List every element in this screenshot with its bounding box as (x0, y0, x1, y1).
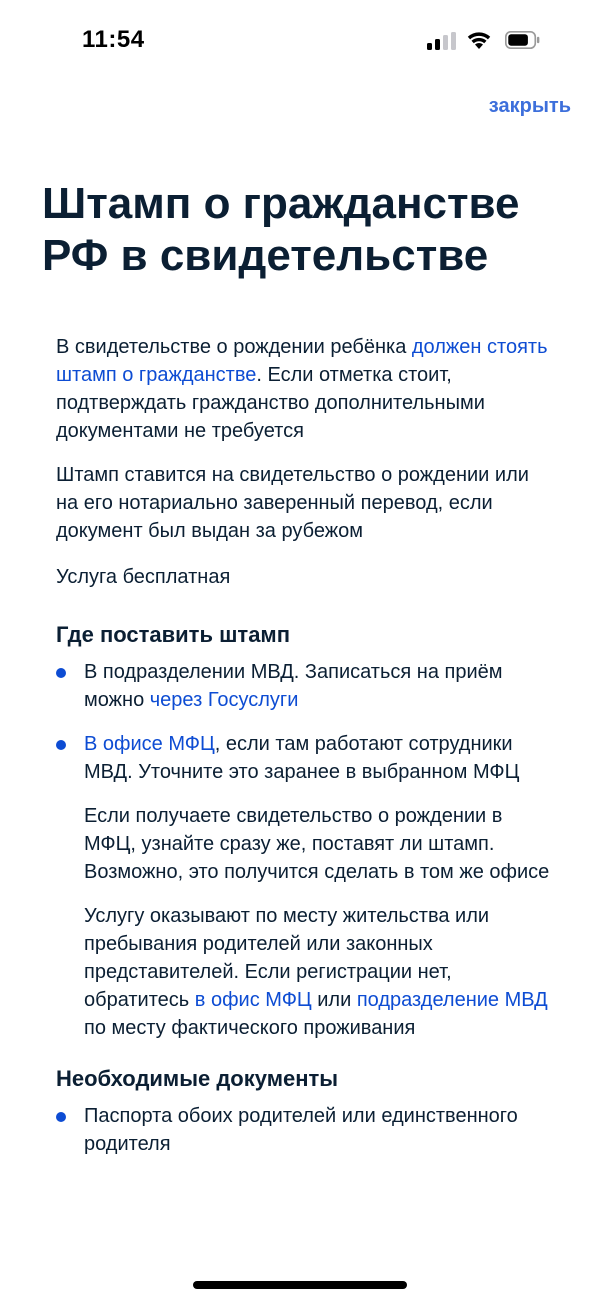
intro-text-a: В свидетельстве о рождении ребёнка (56, 336, 412, 358)
wifi-icon (465, 29, 493, 51)
home-indicator[interactable] (193, 1281, 407, 1289)
list-item-passports (56, 1102, 556, 1158)
documents-section-title: Необходимые документы (56, 1066, 339, 1091)
list-item-mvd (56, 658, 556, 714)
residence-note-text-a: Услугу оказывают по месту жительства или пребывания родителей или законных представителей. Если регистрации нет, обратитесь (84, 905, 490, 1011)
where-section-title: Где поставить штамп (56, 622, 290, 647)
list-item-mfc (56, 730, 556, 1042)
residence-note-text-c: по месту фактического проживания (84, 1017, 416, 1039)
mfc-office-link[interactable]: В офисе МФЦ (84, 733, 215, 755)
list-item-mvd-text: В подразделении МВД. Записаться на приём можно (84, 661, 503, 711)
intro-text-b: . Если отметка стоит, подтверждать гражданство дополнительными документами не требуется (56, 364, 485, 442)
main-content (56, 333, 556, 1158)
mfc-office-link-2[interactable]: в офис МФЦ (194, 989, 312, 1011)
bullet-dot-icon (56, 1112, 66, 1122)
citizenship-stamp-link[interactable]: должен стоять штамп о гражданстве (56, 336, 548, 386)
mvd-department-link[interactable]: подразделение МВД (356, 989, 548, 1011)
page-title: Штамп о гражданстве РФ в свидетельстве (42, 179, 520, 280)
residence-note-text-b: или (311, 989, 357, 1011)
status-time: 11:54 (82, 26, 145, 53)
cellular-signal-icon (427, 32, 457, 50)
status-bar (0, 0, 600, 80)
free-service-note: Услуга бесплатная (56, 566, 231, 588)
mfc-birth-certificate-note: Если получаете свидетельство о рождении в МФЦ, узнайте сразу же, поставят ли штамп. Возможно, это получится сделать в том же офисе (84, 805, 550, 883)
battery-icon (505, 30, 541, 50)
residence-note (84, 902, 556, 1042)
list-item-mfc-main (84, 730, 556, 786)
bullet-dot-icon (56, 740, 66, 750)
documents-list (56, 1102, 556, 1158)
close-link[interactable]: закрыть (488, 95, 571, 117)
intro-paragraph-2: Штамп ставится на свидетельство о рождении или на его нотариально заверенный перевод, если документ был выдан за рубежом (56, 464, 529, 542)
list-item-passports-text: Паспорта обоих родителей или единственного родителя (84, 1105, 518, 1155)
intro-paragraph-1 (56, 333, 556, 445)
where-list (56, 658, 556, 1042)
bullet-dot-icon (56, 668, 66, 678)
gosuslugi-link[interactable]: через Госуслуги (149, 689, 299, 711)
list-item-mfc-text: , если там работают сотрудники МВД. Уточните это заранее в выбранном МФЦ (84, 733, 520, 783)
